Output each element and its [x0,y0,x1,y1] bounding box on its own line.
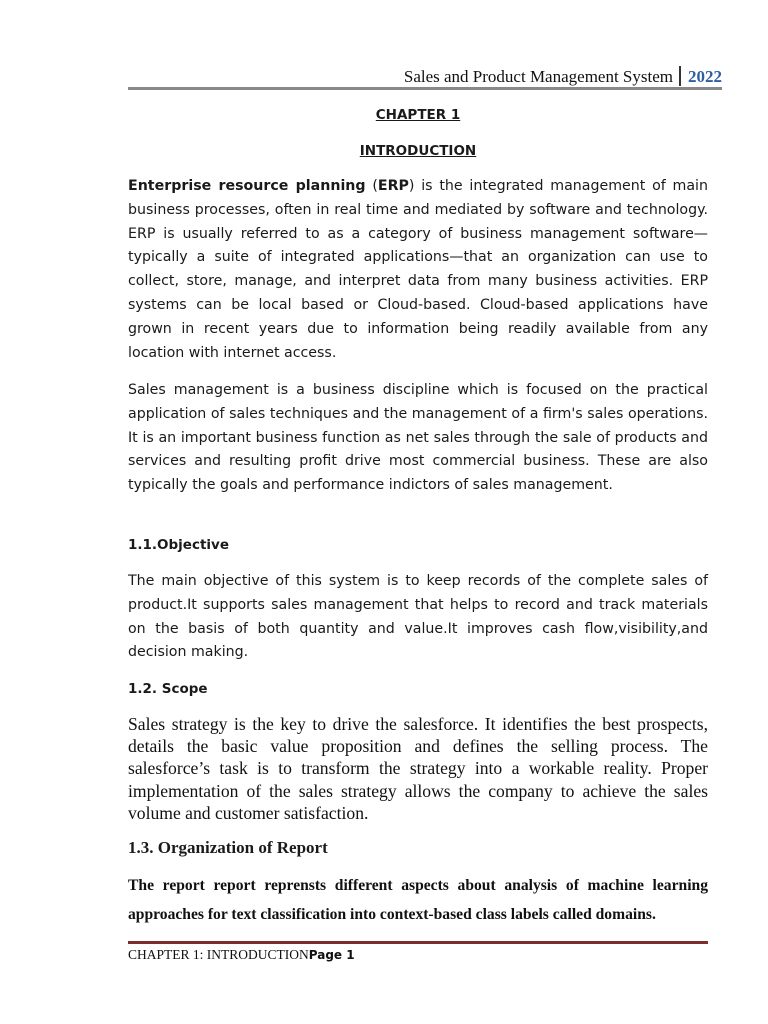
erp-definition: ) is the integrated management of main business processes, often in real time and mediated by software and technology. ERP is usually referred to as a category of business management software—typically a suite of integrated applications—that an organization can use to collect, store, manage, and interpret data from many business activities. ERP systems can be local based or Cloud-based. Cloud-based applications have grown in recent years due to information being readily available from any location with internet access. [128,178,708,361]
scope-paragraph: Sales strategy is the key to drive the salesforce. It identifies the best prospects, details the basic value proposition and defines the selling process. The salesforce’s task is to transform the strategy into a workable reality. Proper implementation of the sales strategy allows the company to achieve the sales volume and customer satisfaction. [128,714,708,823]
header-title: Sales and Product Management System [403,67,673,86]
header-separator [679,66,681,86]
chapter-title: INTRODUCTION [359,143,477,159]
erp-paragraph [128,175,708,365]
header-year: 2022 [688,67,722,86]
footer-page-number: Page 1 [308,948,355,962]
objective-paragraph: The main objective of this system is to keep records of the complete sales of product.It supports sales management that helps to record and track materials on the basis of both quantity and value.It improves cash flow,visibility,and decision making. [128,573,708,661]
organization-heading: 1.3. Organization of Report [128,838,328,857]
erp-abbr: ERP [377,178,409,194]
running-footer [128,947,355,963]
chapter-number: CHAPTER 1 [375,107,461,123]
footer-chapter-label: CHAPTER 1: INTRODUCTION [128,947,309,962]
erp-paren-open: ( [365,178,378,194]
sales-management-paragraph: Sales management is a business discipline which is focused on the practical application of sales techniques and the management of a firm's sales operations. It is an important business function as net sales through the sale of products and services and resulting profit drive most commercial business. These are also typically the goals and performance indictors of sales management. [128,382,708,494]
scope-heading: 1.2. Scope [128,681,208,697]
header-rule [128,87,722,90]
objective-heading: 1.1.Objective [128,537,230,553]
erp-term: Enterprise resource planning [128,178,366,194]
organization-paragraph: The report report reprensts different aspects about analysis of machine learning approaches for text classification into context-based class labels called domains. [128,877,708,923]
footer-rule [128,941,708,944]
